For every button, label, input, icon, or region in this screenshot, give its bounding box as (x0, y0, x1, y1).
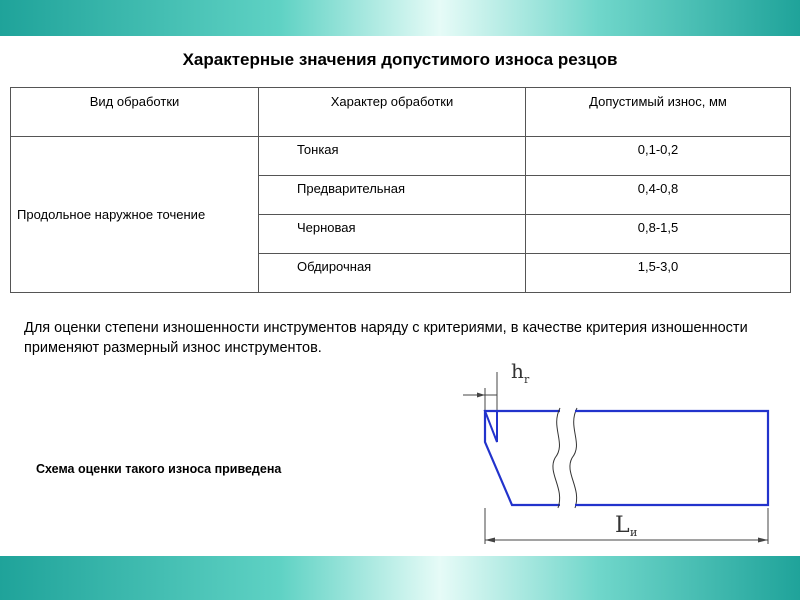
wear-table (10, 87, 791, 293)
page-title: Характерные значения допустимого износа резцов (182, 50, 618, 69)
wear-cell: 0,4-0,8 (526, 176, 791, 215)
bottom-band (0, 556, 800, 600)
wear-cell: 0,8-1,5 (526, 215, 791, 254)
break-line-right (570, 408, 577, 508)
wear-paragraph: Для оценки степени изношенности инструментов наряду с критериями, в качестве критерия изношенности применяют размерный износ инструментов. (24, 320, 748, 356)
tool-wear-diagram (455, 358, 785, 550)
tool-body-right (575, 411, 768, 505)
nature-cell: Тонкая (259, 137, 526, 176)
top-band (0, 0, 800, 36)
h-subscript: r (524, 373, 530, 386)
l-arrow-right (758, 538, 768, 543)
header-nature: Характер обработки (259, 88, 526, 137)
scheme-caption: Схема оценки такого износа приведена (36, 462, 282, 476)
header-operation: Вид обработки (11, 88, 259, 137)
wear-cell: 0,1-0,2 (526, 137, 791, 176)
table-header-row (11, 88, 791, 137)
nature-cell: Обдирочная (259, 254, 526, 293)
h-arrow-head (477, 393, 485, 398)
l-label: L (615, 513, 630, 538)
header-wear: Допустимый износ, мм (526, 88, 791, 137)
wear-cell: 1,5-3,0 (526, 254, 791, 293)
l-subscript: и (630, 526, 638, 539)
nature-cell: Черновая (259, 215, 526, 254)
operation-cell: Продольное наружное точение (11, 137, 259, 293)
table-row (11, 137, 791, 176)
worn-zone (485, 411, 497, 442)
h-label: h (511, 359, 524, 383)
nature-cell: Предварительная (259, 176, 526, 215)
break-line-left (553, 408, 560, 508)
l-arrow-left (485, 538, 495, 543)
